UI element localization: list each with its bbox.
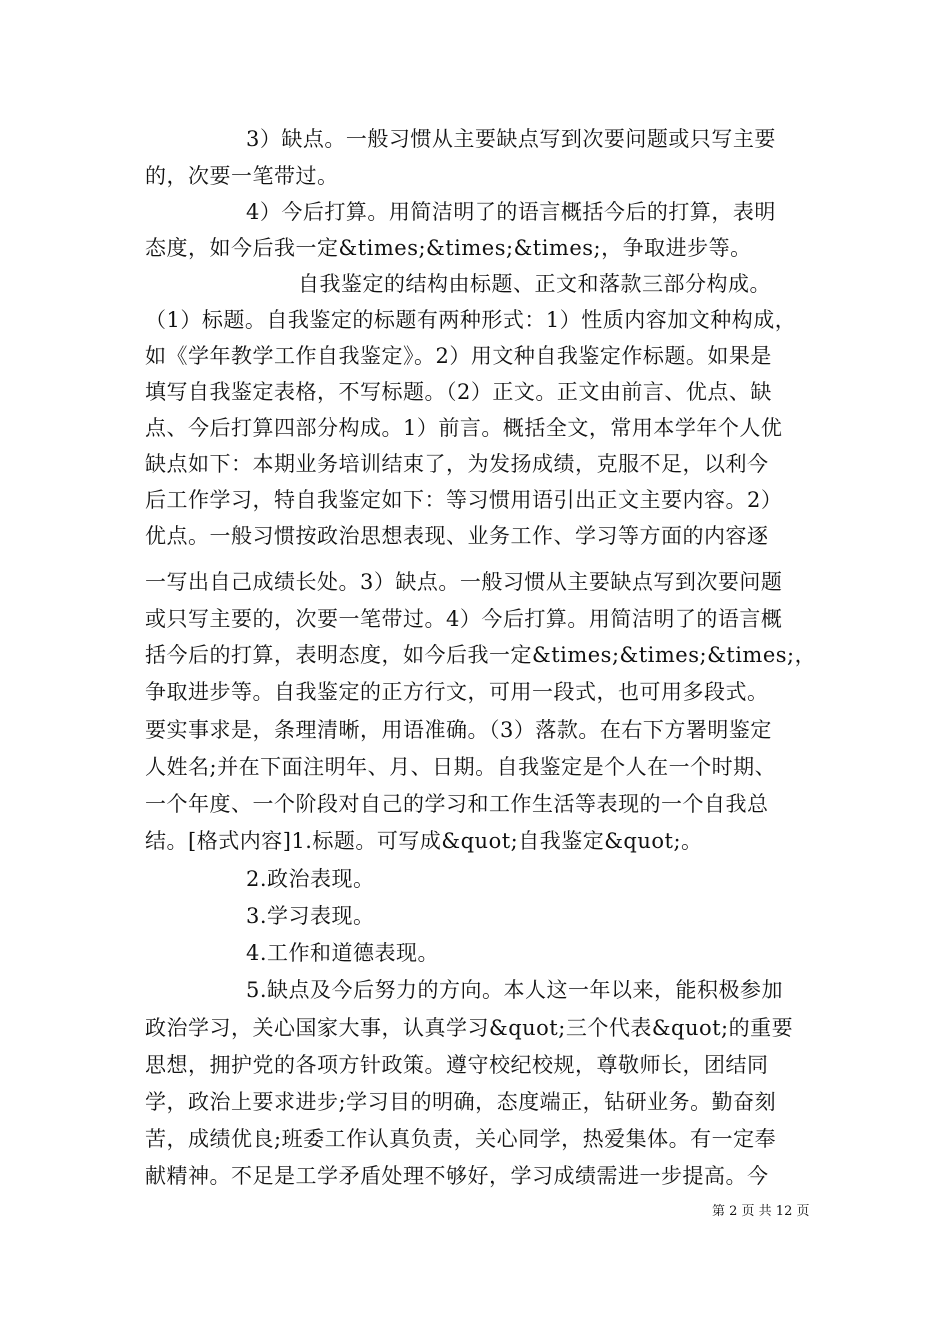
text-line: 学，政治上要求进步;学习目的明确，态度端正，钻研业务。勤奋刻 <box>145 1090 777 1114</box>
text-line: 5.缺点及今后努力的方向。本人这一年以来，能积极参加 <box>246 978 784 1002</box>
text-line: 优点。一般习惯按政治思想表现、业务工作、学习等方面的内容逐 <box>145 524 769 548</box>
text-line: 后工作学习，特自我鉴定如下：等习惯用语引出正文主要内容。2） <box>145 488 783 512</box>
text-line: 思想，拥护党的各项方针政策。遵守校纪校规，尊敬师长，团结同 <box>145 1053 769 1077</box>
text-line: 态度，如今后我一定&times;&times;&times;，争取进步等。 <box>145 236 752 260</box>
text-line: 一写出自己成绩长处。3）缺点。一般习惯从主要缺点写到次要问题 <box>145 570 783 594</box>
text-line: 结。[格式内容]1.标题。可写成&quot;自我鉴定&quot;。 <box>145 829 703 853</box>
text-line: 争取进步等。自我鉴定的正方行文，可用一段式，也可用多段式。 <box>145 680 769 704</box>
text-line: 的，次要一笔带过。 <box>145 164 339 188</box>
text-line: 一个年度、一个阶段对自己的学习和工作生活等表现的一个自我总 <box>145 792 769 816</box>
text-line: 填写自我鉴定表格，不写标题。（2）正文。正文由前言、优点、缺 <box>145 380 772 404</box>
text-line: 要实事求是，条理清晰，用语准确。（3）落款。在右下方署明鉴定 <box>145 718 772 742</box>
text-line: 点、今后打算四部分构成。1）前言。概括全文，常用本学年个人优 <box>145 416 783 440</box>
text-line: 或只写主要的，次要一笔带过。4）今后打算。用简洁明了的语言概 <box>145 607 783 631</box>
text-line: 3）缺点。一般习惯从主要缺点写到次要问题或只写主要 <box>246 127 776 151</box>
text-line: 献精神。不足是工学矛盾处理不够好，学习成绩需进一步提高。今 <box>145 1164 769 1188</box>
text-line: 人姓名;并在下面注明年、月、日期。自我鉴定是个人在一个时期、 <box>145 755 777 779</box>
text-line: 自我鉴定的结构由标题、正文和落款三部分构成。 <box>298 272 771 296</box>
text-line: （1）标题。自我鉴定的标题有两种形式：1）性质内容加文种构成， <box>145 308 797 332</box>
text-line: 苦，成绩优良;班委工作认真负责，关心同学，热爱集体。有一定奉 <box>145 1127 777 1151</box>
page-number-footer: 第 2 页 共 12 页 <box>712 1204 810 1219</box>
text-line: 3.学习表现。 <box>246 904 375 928</box>
text-line: 2.政治表现。 <box>246 867 375 891</box>
text-line: 4）今后打算。用简洁明了的语言概括今后的打算，表明 <box>246 200 776 224</box>
text-line: 政治学习，关心国家大事，认真学习&quot;三个代表&quot;的重要 <box>145 1016 794 1040</box>
text-line: 缺点如下：本期业务培训结束了，为发扬成绩，克服不足，以利今 <box>145 452 769 476</box>
text-line: 如《学年教学工作自我鉴定》。2）用文种自我鉴定作标题。如果是 <box>145 344 772 368</box>
text-line: 括今后的打算，表明态度，如今后我一定&times;&times;&times;， <box>145 643 817 667</box>
text-line: 4.工作和道德表现。 <box>246 941 440 965</box>
